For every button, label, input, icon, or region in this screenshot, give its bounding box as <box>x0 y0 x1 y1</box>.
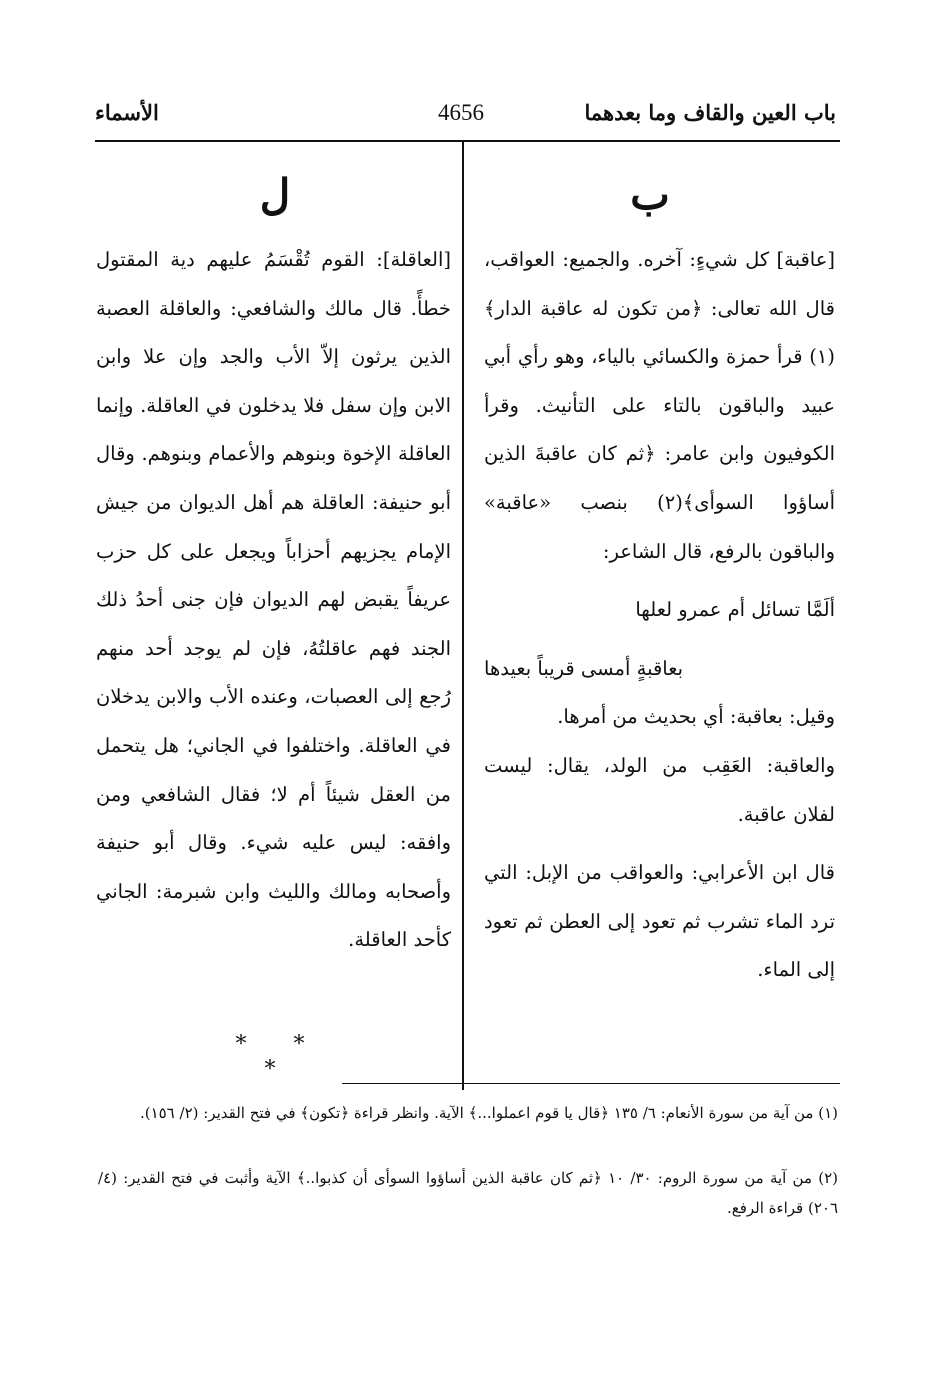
entry-note: وقيل: بعاقبة: أي بحديث من أمرها. <box>557 705 835 729</box>
footnote-rule <box>342 1083 840 1084</box>
column-divider <box>462 141 464 1090</box>
right-column <box>484 236 835 995</box>
entry-aqila: [العاقلة]: القوم تُقْسَمُ عليهم دية المقتول خطأً. قال مالك والشافعي: والعاقلة العصبة الذين يرثون إلاّ الأب والجد وإن علا وابن الابن وإن سفل فلا يدخلون في العاقلة. وإنما العاقلة الإخوة وبنوهم والأعمام وبنوهم. وقال أبو حنيفة: العاقلة هم أهل الديوان من جيش الإمام يجزيهم أحزاباً ويجعل على كل حزب عريفاً يقبض لهم الديوان فإن جنى أحدُ ذلك الجند فهم عاقلتُهُ، فإن لم يوجد أحد منهم رُجع إلى العصبات، وعنده الأب والابن يدخلان في العاقلة. واختلفوا في الجاني؛ هل يتحمل من العقل شيئاً أم لا؛ فقال الشافعي ومن وافقه: ليس عليه شيء. وقال أبو حنيفة وأصحابه ومالك والليث وابن شبرمة: الجاني كأحد العاقلة. <box>96 248 451 952</box>
running-header-section: الأسماء <box>95 100 159 125</box>
left-column <box>96 236 451 965</box>
entry-aqiba: [عاقبة] كل شيءٍ: آخره. والجميع: العواقب، قال الله تعالى: ﴿من تكون له عاقبة الدار﴾(١) قرأ حمزة والكسائي بالياء، وهو رأي أبي عبيد والباقون بالتاء على التأنيث. وقرأ الكوفيون وابن عامر: ﴿ثم كان عاقبةَ الذين أساؤوا السوأى﴾(٢) بنصب «عاقبة» والباقون بالرفع، قال الشاعر: <box>484 248 835 563</box>
section-letter-right: ب <box>630 170 670 219</box>
footnote-2: (٢) من آية من سورة الروم: ٣٠/ ١٠ ﴿ثم كان عاقبة الذين أساؤوا السوأى أن كذبوا..﴾ الآية وأثبت في فتح القدير: (٤/ ٢٠٦) قراءة الرفع. <box>98 1169 838 1217</box>
entry-awaqib: قال ابن الأعرابي: والعواقب من الإبل: التي ترد الماء تشرب ثم تعود إلى العطن ثم تعود إلى الماء. <box>484 861 835 982</box>
poem-verse-2: بعاقبةٍ أمسى قريباً بعيدها <box>484 656 684 680</box>
page-number: 4656 <box>438 100 484 125</box>
footnote-1: (١) من آية من سورة الأنعام: ٦/ ١٣٥ ﴿قال يا قوم اعملوا...﴾ الآية. وانظر قراءة ﴿تكون﴾ في فتح القدير: (٢/ ١٥٦). <box>139 1104 838 1122</box>
section-end-stars: * * * <box>235 1032 325 1082</box>
header-rule <box>95 140 840 142</box>
section-letter-left: ل <box>259 170 291 219</box>
poem-verse-1: ألَمَّا تسائل أم عمرو لعلها <box>635 598 835 622</box>
running-header-title: باب العين والقاف وما بعدهما <box>584 100 836 125</box>
entry-aqiba-offspring: والعاقبة: العَقِب من الولد، يقال: ليست لفلان عاقبة. <box>484 753 835 826</box>
